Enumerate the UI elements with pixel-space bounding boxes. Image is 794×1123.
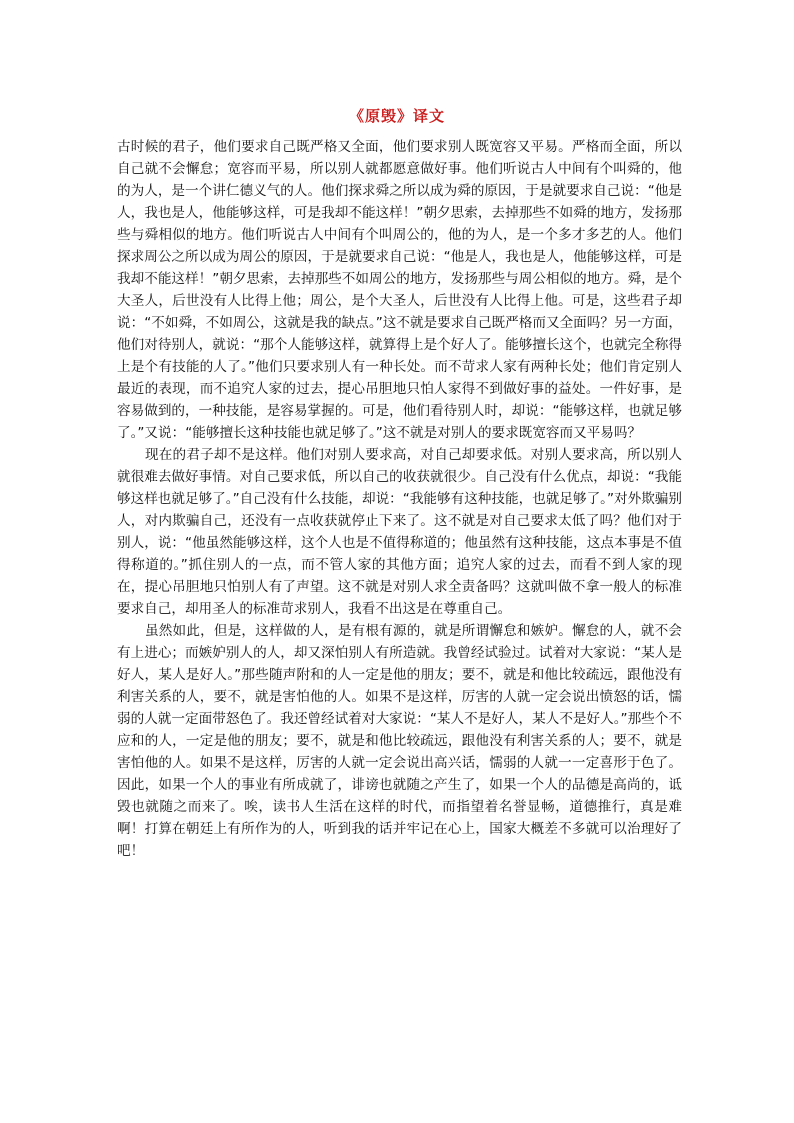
paragraph-3: 虽然如此，但是，这样做的人，是有根有源的，就是所谓懈怠和嫉妒。懈怠的人，就不会有上进心；而嫉妒别人的人，却又深怕别人有所造就。我曾经试验过。试着对大家说：“某人是好人，某人是好人。”那些随声附和的人一定是他的朋友；要不，就是和他比较疏远，跟他没有利害关系的人，要不，就是害怕他的人。如果不是这样，厉害的人就一定会说出愤怒的话，懦弱的人就一定面带怒色了。我还曾经试着对大家说：“某人不是好人，某人不是好人。”那些个不应和的人，一定是他的朋友；要不，就是和他比较疏远，跟他没有利害关系的人；要不，就是害怕他的人。如果不是这样，厉害的人就一定会说出高兴话，懦弱的人就一一定喜形于色了。因此，如果一个人的事业有所成就了，诽谤也就随之产生了，如果一个人的品德是高尚的，诋毁也就随之而来了。唉，读书人生活在这样的时代，而指望着名誉显畅，道德推行，真是难啊！打算在朝廷上有所作为的人，听到我的话并牢记在心上，国家大概差不多就可以治理好了吧！ — [117, 623, 682, 859]
paragraph-1: 古时候的君子，他们要求自己既严格又全面，他们要求别人既宽容又平易。严格而全面，所以自己就不会懈怠；宽容而平易，所以别人就都愿意做好事。他们听说古人中间有个叫舜的，他的为人，是一个讲仁德义气的人。他们探求舜之所以成为舜的原因，于是就要求自己说：“他是人，我也是人，他能够这样，可是我却不能这样！”朝夕思索，去掉那些不如舜的地方，发扬那些与舜相似的地方。他们听说古人中间有个叫周公的，他的为人，是一个多才多艺的人。他们探求周公之所以成为周公的原因，于是就要求自己说：“他是人，我也是人，他能够这样，可是我却不能这样！”朝夕思索，去掉那些不如周公的地方，发扬那些与周公相似的地方。舜，是个大圣人，后世没有人比得上他；周公，是个大圣人，后世没有人比得上他。可是，这些君子却说：“不如舜，不如周公，这就是我的缺点。”这不就是要求自己既严格而又全面吗？另一方面，他们对待别人，就说：“那个人能够这样，就算得上是个好人了。能够擅长这个，也就完全称得上是个有技能的人了。”他们只要求别人有一种长处。而不苛求人家有两种长处；他们肯定别人最近的表现，而不追究人家的过去，提心吊胆地只怕人家得不到做好事的益处。一件好事，是容易做到的，一种技能，是容易掌握的。可是，他们看待别人时，却说：“能够这样，也就足够了。”又说：“能够擅长这种技能也就足够了。”这不就是对别人的要求既宽容而又平易吗？ — [117, 139, 682, 441]
document-body — [117, 136, 682, 862]
paragraph-2: 现在的君子却不是这样。他们对别人要求高，对自己却要求低。对别人要求高，所以别人就很难去做好事情。对自己要求低，所以自己的收获就很少。自己没有什么优点，却说：“我能够这样也就足够了。”自己没有什么技能，却说：“我能够有这种技能，也就足够了。”对外欺骗别人，对内欺骗自己，还没有一点收获就停止下来了。这不就是对自己要求太低了吗？他们对于别人，说：“他虽然能够这样，这个人也是不值得称道的；他虽然有这种技能，这点本事是不值得称道的。”抓住别人的一点，而不管人家的其他方面；追究人家的过去，而看不到人家的现在，提心吊胆地只怕别人有了声望。这不就是对别人求全责备吗？这就叫做不拿一般人的标准要求自己，却用圣人的标准苛求别人，我看不出这是在尊重自己。 — [117, 447, 682, 617]
document-title: 《原毁》译文 — [348, 107, 445, 125]
